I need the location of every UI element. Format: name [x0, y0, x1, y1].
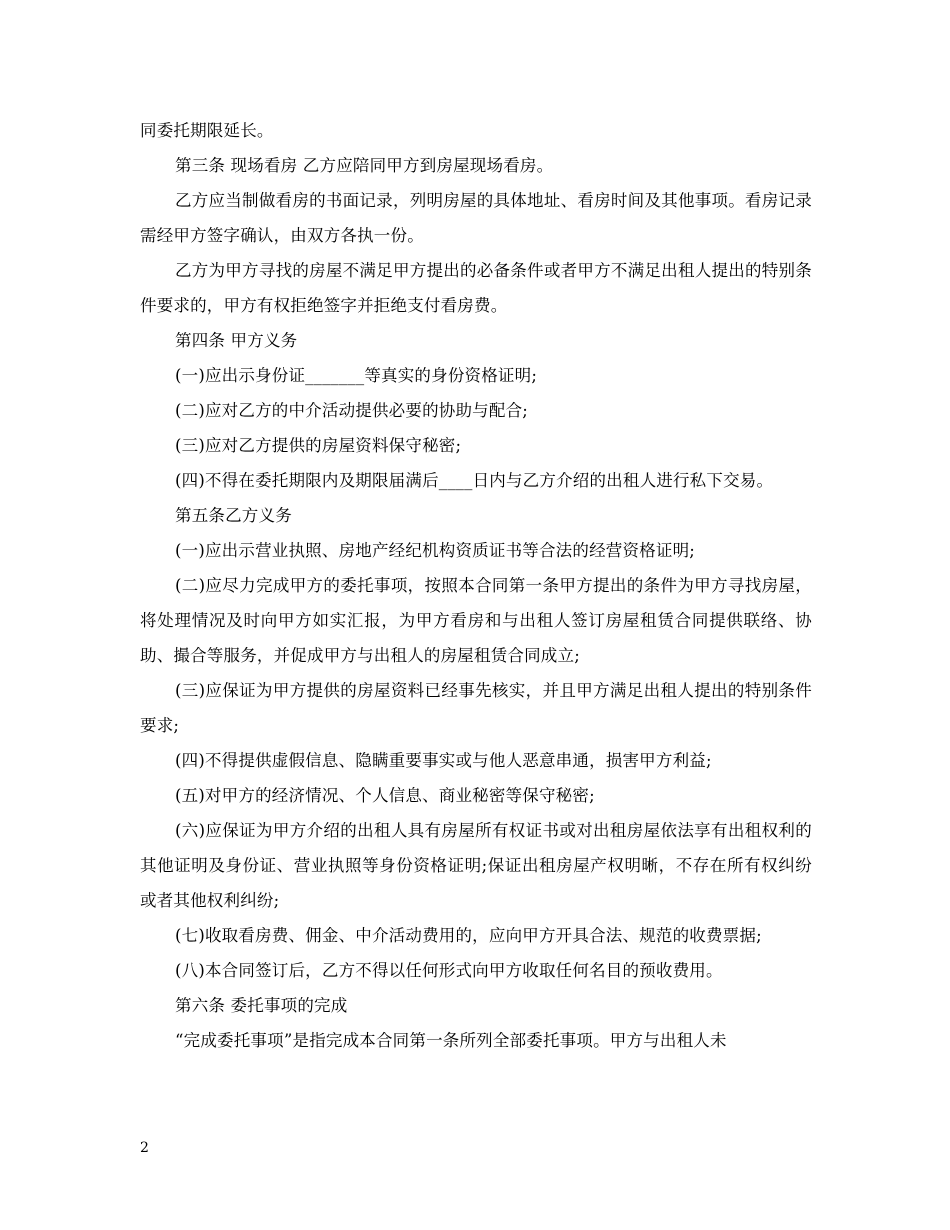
page-number: 2: [140, 1140, 149, 1156]
paragraph: (六)应保证为甲方介绍的出租人具有房屋所有权证书或对出租房屋依法享有出租权利的其他证明及身份证、营业执照等身份资格证明;保证出租房屋产权明晰，不存在所有权纠纷或者其他权利纠纷;: [140, 821, 812, 910]
paragraph: (一)应出示营业执照、房地产经纪机构资质证书等合法的经营资格证明;: [175, 541, 696, 560]
paragraph: (四)不得提供虚假信息、隐瞒重要事实或与他人恶意串通，损害甲方利益;: [175, 751, 712, 770]
paragraph: 同委托期限延长。: [140, 121, 274, 140]
paragraph: 乙方应当制做看房的书面记录，列明房屋的具体地址、看房时间及其他事项。看房记录需经甲方签字确认，由双方各执一份。: [140, 191, 812, 245]
paragraph: 第三条 现场看房 乙方应陪同甲方到房屋现场看房。: [175, 156, 554, 175]
paragraph: (一)应出示身份证_______等真实的身份资格证明;: [175, 366, 538, 385]
paragraph: (五)对甲方的经济情况、个人信息、商业秘密等保守秘密;: [175, 786, 595, 805]
paragraph: “完成委托事项”是指完成本合同第一条所列全部委托事项。甲方与出租人未: [175, 1031, 727, 1050]
paragraph: 第四条 甲方义务: [175, 331, 298, 350]
paragraph: (二)应尽力完成甲方的委托事项，按照本合同第一条甲方提出的条件为甲方寻找房屋，将处理情况及时向甲方如实汇报，为甲方看房和与出租人签订房屋租赁合同提供联络、协助、撮合等服务，并促成甲方与出租人的房屋租赁合同成立;: [140, 576, 812, 665]
paragraph: 乙方为甲方寻找的房屋不满足甲方提出的必备条件或者甲方不满足出租人提出的特别条件要求的，甲方有权拒绝签字并拒绝支付看房费。: [140, 261, 812, 315]
paragraph: 第五条乙方义务: [175, 506, 292, 525]
document-body: [140, 113, 812, 1058]
paragraph: 第六条 委托事项的完成: [175, 996, 348, 1015]
paragraph: (三)应对乙方提供的房屋资料保守秘密;: [175, 436, 462, 455]
paragraph: (三)应保证为甲方提供的房屋资料已经事先核实，并且甲方满足出租人提出的特别条件要求;: [140, 681, 812, 735]
paragraph: (七)收取看房费、佣金、中介活动费用的，应向甲方开具合法、规范的收费票据;: [175, 926, 762, 945]
paragraph: (二)应对乙方的中介活动提供必要的协助与配合;: [175, 401, 529, 420]
paragraph: (四)不得在委托期限内及期限届满后____日内与乙方介绍的出租人进行私下交易。: [175, 471, 774, 490]
paragraph: (八)本合同签订后，乙方不得以任何形式向甲方收取任何名目的预收费用。: [175, 961, 723, 980]
